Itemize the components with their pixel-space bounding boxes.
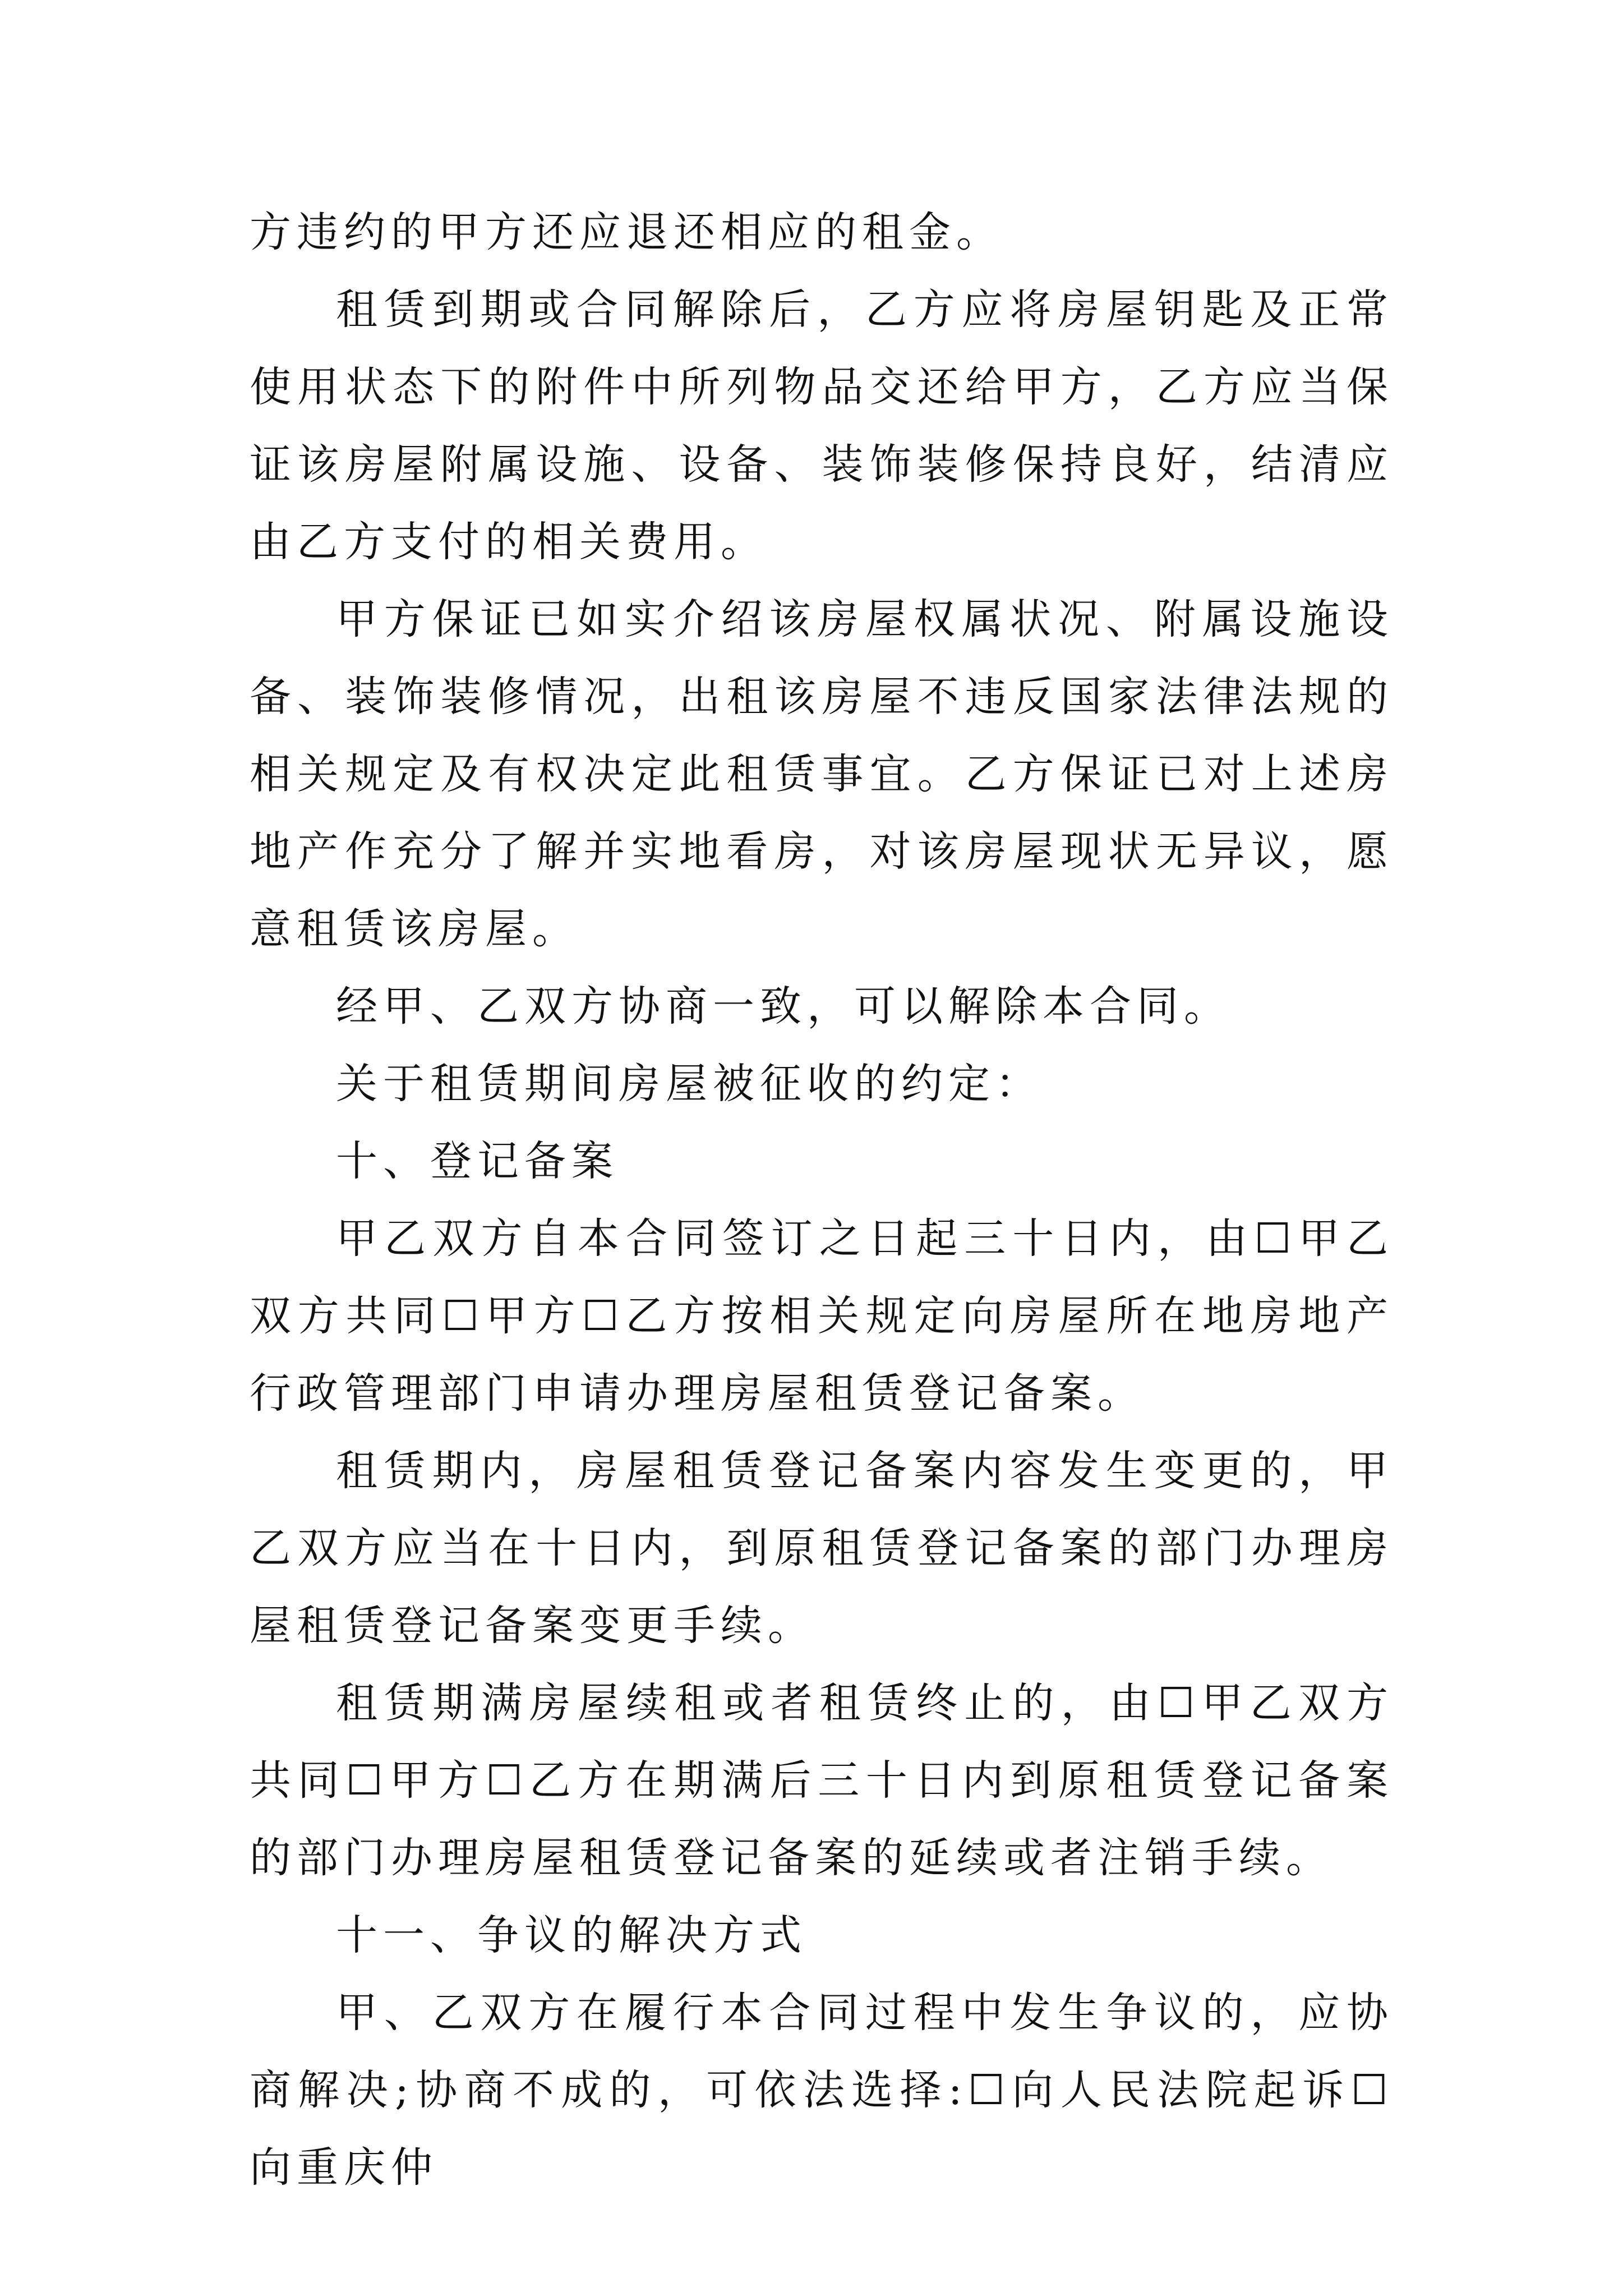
paragraph-registration-filing: 甲乙双方自本合同签订之日起三十日内，由☐甲乙双方共同☐甲方☐乙方按相关规定向房屋所在地房地产行政管理部门申请办理房屋租赁登记备案。	[250, 1214, 1394, 1418]
paragraph-continuation: 方违约的甲方还应退还相应的租金。	[250, 208, 1003, 256]
document-body	[250, 194, 1394, 2206]
paragraph-mutual-termination: 经甲、乙双方协商一致，可以解除本合同。	[336, 982, 1231, 1030]
paragraph-expropriation: 关于租赁期间房屋被征收的约定：	[336, 1060, 1043, 1108]
paragraph-registration-change: 租赁期内，房屋租赁登记备案内容发生变更的，甲乙双方应当在十日内，到原租赁登记备案的部门办理房屋租赁登记备案变更手续。	[250, 1447, 1394, 1650]
section-heading-registration: 十、登记备案	[336, 1137, 619, 1185]
paragraph-registration-renewal: 租赁期满房屋续租或者租赁终止的，由☐甲乙双方共同☐甲方☐乙方在期满后三十日内到原租赁登记备案的部门办理房屋租赁登记备案的延续或者注销手续。	[250, 1679, 1394, 1882]
paragraph-party-guarantees: 甲方保证已如实介绍该房屋权属状况、附属设施设备、装饰装修情况，出租该房屋不违反国家法律法规的相关规定及有权决定此租赁事宜。乙方保证已对上述房地产作充分了解并实地看房，对该房屋现状无异议，愿意租赁该房屋。	[250, 595, 1394, 953]
paragraph-dispute-resolution: 甲、乙双方在履行本合同过程中发生争议的，应协商解决;协商不成的，可依法选择:☐向人民法院起诉☐向重庆仲	[250, 1989, 1394, 2192]
paragraph-lease-expiry: 租赁到期或合同解除后，乙方应将房屋钥匙及正常使用状态下的附件中所列物品交还给甲方，乙方应当保证该房屋附属设施、设备、装饰装修保持良好，结清应由乙方支付的相关费用。	[250, 286, 1394, 566]
section-heading-dispute: 十一、争议的解决方式	[336, 1911, 807, 1959]
